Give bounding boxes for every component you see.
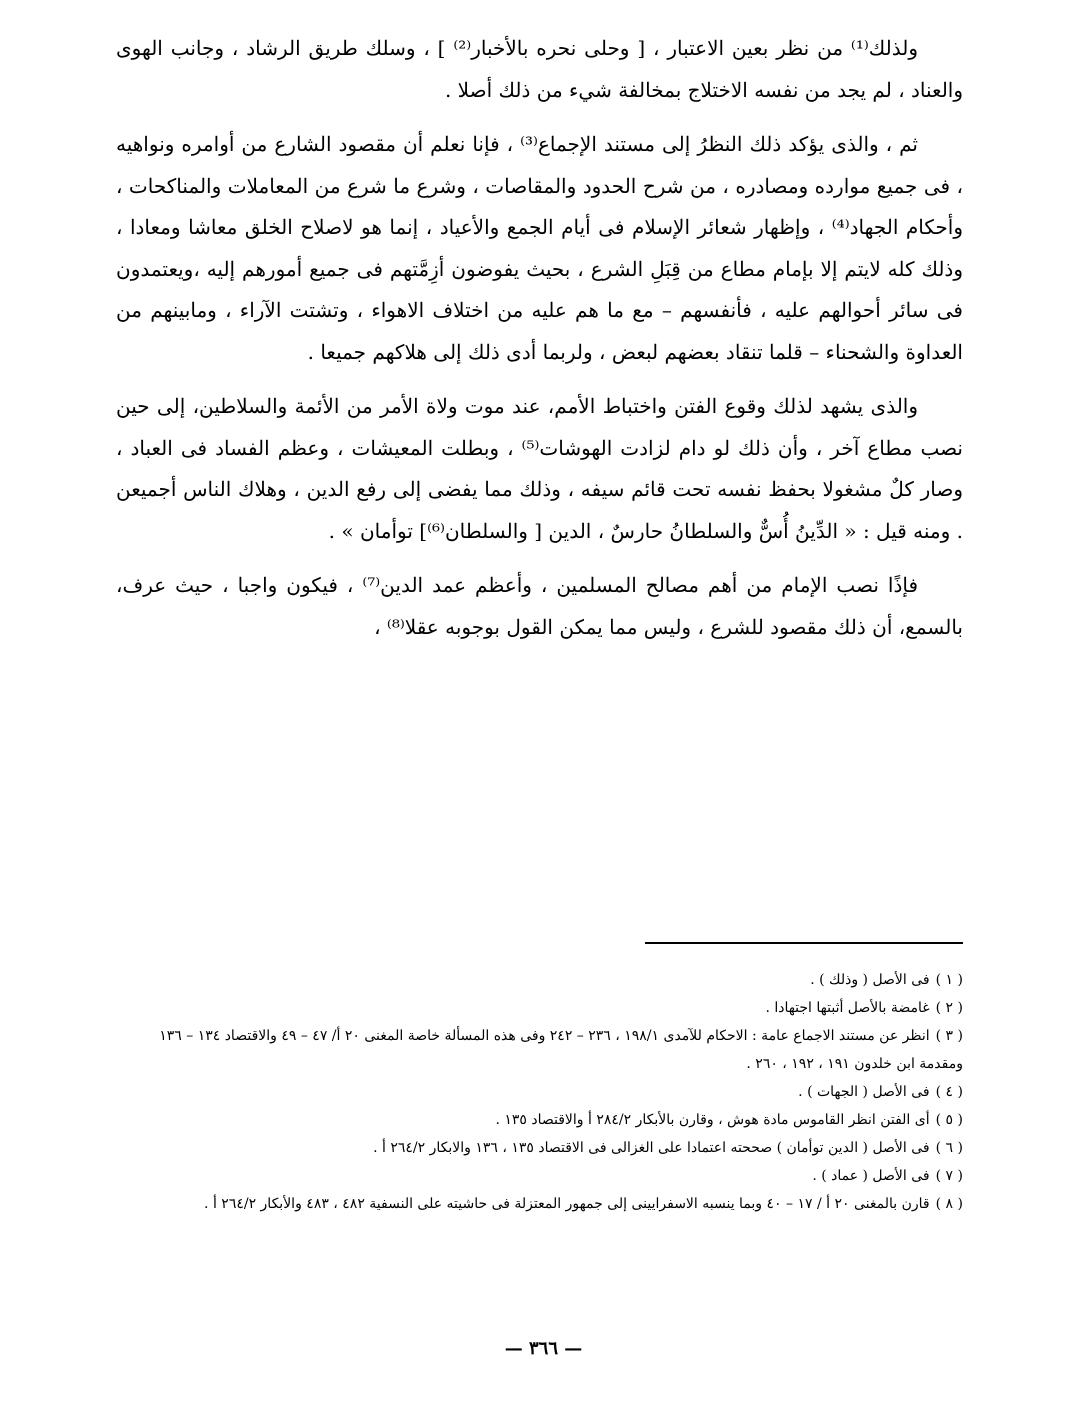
- footnote-separator: [645, 942, 963, 944]
- footnote-item: [116, 1022, 963, 1078]
- footnote-text: فى الأصل ( الدين توأمان ) صححته اعتمادا على الغزالى فى الاقتصاد ١٣٥ ، ١٣٦ والابكار ٢٦٤/٢ أ .: [373, 1140, 930, 1156]
- footnote-text: فى الأصل ( عماد ) .: [812, 1168, 930, 1184]
- footnote-text: فى الأصل ( الجهات ) .: [798, 1084, 930, 1100]
- footnote-number: ( ٥ ): [935, 1112, 963, 1128]
- paragraph-2: ثم ، والذى يؤكد ذلك النظرُ إلى مستند الإجماع⁽³⁾ ، فإنا نعلم أن مقصود الشارع من أوامره ونواهيه ، فى جميع موارده ومصادره ، من شرح الحدود والمقاصات ، وشرع ما شرع من المعاملات والمناكحات ، وأحكام الجهاد⁽⁴⁾ ، وإظهار شعائر الإسلام فى أيام الجمع والأعياد ، إنما هو لاصلاح الخلق معاشا ومعادا ، وذلك كله لايتم إلا بإمام مطاع من قِبَلِ الشرع ، بحيث يفوضون أزِمَّتهم فى جميع أمورهم إليه ،ويعتمدون فى سائر أحوالهم عليه ، فأنفسهم – مع ما هم عليه من اختلاف الاهواء ، وتشتت الآراء ، ومابينهم من العداوة والشحناء – قلما تنقاد بعضهم لبعض ، ولربما أدى ذلك إلى هلاكهم جميعا .: [116, 132, 963, 364]
- footnote-number: ( ٤ ): [935, 1084, 963, 1100]
- footnote-number: ( ٨ ): [935, 1196, 963, 1212]
- footnote-item: [116, 966, 963, 994]
- footnote-item: [116, 1078, 963, 1106]
- main-text: [116, 28, 963, 661]
- footnote-item: [116, 1134, 963, 1162]
- footnote-item: [116, 1162, 963, 1190]
- footnote-number: ( ٧ ): [935, 1168, 963, 1184]
- footnote-number: ( ٣ ): [935, 1028, 963, 1044]
- footnote-text: أى الفتن انظر القاموس مادة هوش ، وقارن بالأبكار ٢٨٤/٢ أ والاقتصاد ١٣٥ .: [495, 1112, 930, 1128]
- page-number: — ٣٦٦ —: [504, 1338, 583, 1359]
- paragraph-4: فإذًا نصب الإمام من أهم مصالح المسلمين ، وأعظم عمد الدين⁽⁷⁾ ، فيكون واجبا ، حيث عرف، بالسمع، أن ذلك مقصود للشرع ، وليس مما يمكن القول بوجوبه عقلا⁽⁸⁾ ،: [116, 573, 963, 639]
- footnote-text: انظر عن مستند الاجماع عامة : الاحكام للآمدى ١٩٨/١ ، ٢٣٦ – ٢٤٢ وفى هذه المسألة خاصة المغنى ٢٠ أ/ ٤٧ – ٤٩ والاقتصاد ١٣٤ – ١٣٦ ومقدمة ابن خلدون ١٩١ ، ١٩٢ ، ٢٦٠ .: [159, 1028, 963, 1072]
- footnote-text: غامضة بالأصل أثبتها اجتهادا .: [765, 1000, 930, 1016]
- footnote-text: فى الأصل ( وذلك ) .: [810, 972, 930, 988]
- paragraph-3: والذى يشهد لذلك وقوع الفتن واختباط الأمم، عند موت ولاة الأمر من الأئمة والسلاطين، إلى حين نصب مطاع آخر ، وأن ذلك لو دام لزادت الهوشات⁽⁵⁾ ، وبطلت المعيشات ، وعظم الفساد فى العباد ، وصار كلٌ مشغولا بحفظ نفسه تحت قائم سيفه ، وذلك مما يفضى إلى رفع الدين ، وهلاك الناس أجميعن . ومنه قيل : « الدِّينُ أُسٌّ والسلطانُ حارسٌ ، الدين [ والسلطان⁽⁶⁾] توأمان » .: [116, 394, 963, 543]
- footnotes: [116, 966, 963, 1218]
- paragraph-1: ولذلك⁽¹⁾ من نظر بعين الاعتبار ، [ وحلى نحره بالأخبار⁽²⁾ ] ، وسلك طريق الرشاد ، وجانب الهوى والعناد ، لم يجد من نفسه الاختلاج بمخالفة شيء من ذلك أصلا .: [116, 36, 963, 102]
- footnote-text: قارن بالمغنى ٢٠ أ / ١٧ – ٤٠ وبما ينسبه الاسفرايينى إلى جمهور المعتزلة فى حاشيته على النسفية ٤٨٢ ، ٤٨٣ والأبكار ٢٦٤/٢ أ .: [204, 1196, 930, 1212]
- footnote-item: [116, 994, 963, 1022]
- footnote-number: ( ٦ ): [935, 1140, 963, 1156]
- footnote-number: ( ١ ): [935, 972, 963, 988]
- footnote-item: [116, 1106, 963, 1134]
- footnote-item: [116, 1190, 963, 1218]
- footnote-number: ( ٢ ): [935, 1000, 963, 1016]
